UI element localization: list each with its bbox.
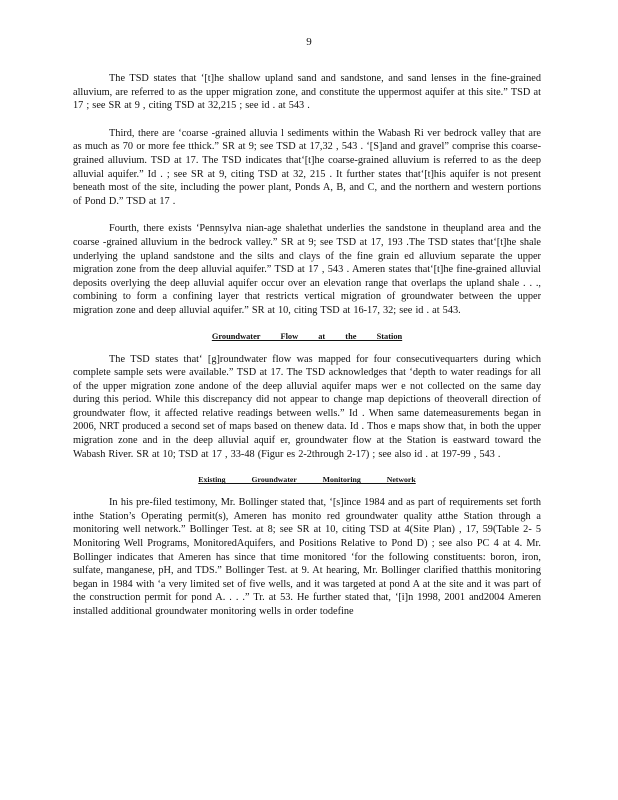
section-heading-groundwater-flow: Groundwater Flow at the Station [211,331,403,341]
paragraph-deep-alluvial-aquifer: Third, there are ‘coarse -grained alluvia l sediments within the Wabash Ri ver bedrock valley that are as much as 70 or more fee tthick.” SR at 9; see TSD at 17,32 , 543 . ‘[S]and and gravel” comprise this coarse-grained alluvium. TSD at 17. The TSD indicates that‘[t]he coarse-grained alluvium is referred to as the deep alluvial aquifer.” Id . ; see SR at 9, citing TSD at 32, 215 . It further states that‘[t]his aquifer is not present beneath most of the site, including the power plant, Ponds A, B, and C, and the northern and western portions of Pond D.” TSD at 17 . [73,127,541,207]
document-body [73,72,541,633]
page-number: 9 [306,36,312,48]
section-heading-monitoring-network: Existing Groundwater Monitoring Network [198,475,416,485]
paragraph-shale-confining-layer: Fourth, there exists ‘Pennsylva nian-age shalethat underlies the sandstone in theupland area and the coarse -grained alluvium in the bedrock valley.” SR at 9; see TSD at 17, 193 .The TSD states that‘[t]he shale underlying the upland sandstone and the silts and clays of the fine grain ed alluvium separate the upper migration zone from the deep alluvial aquifer.” TSD at 17 , 543 . Ameren states that‘[t]he fine-grained alluvial deposits overlying the deep alluvial aquifer occur over an elevation range that overlaps the upland shale . . ., combining to form a confining layer that restricts vertical migration of groundwater between the upper migration zone and deep alluvial aquifer.” SR at 10, citing TSD at 16-17, 32; see id . at 543. [73,223,541,316]
paragraph-groundwater-flow: The TSD states that‘ [g]roundwater flow was mapped for four consecutivequarters during which complete sample sets were available.” TSD at 17. The TSD acknowledges that ‘depth to water readings for all of the upper migration zone andone of the deep alluvial aquifer maps wer e not collected on the same day during this period. While this discrepancy did not appear to change map depictions of theoverall direction of groundwater flow, it affected relative readings between wells.” Id . When same datemeasurements began in 2006, NRT produced a second set of maps based on thenew data. Id . Thos e maps show that, in both the upper migration zone and in the deep alluvial aquif er, groundwater flow at the Station is eastward toward the Wabash River. SR at 10; TSD at 17 , 33-48 (Figur es 2-2through 2-17) ; see also id . at 197-99 , 543 . [73,353,541,460]
paragraph-monitoring-network: In his pre-filed testimony, Mr. Bollinger stated that, ‘[s]ince 1984 and as part of requirements set forth inthe Station’s Operating permit(s), Ameren has monito red groundwater quality atthe Station through a monitoring well network.” Bollinger Test. at 8; see SR at 10, citing TSD at 4(Site Plan) , 17, 59(Table 2- 5 Monitoring Well Programs, MonitoredAquifers, and Positions Relative to Pond D) ; see also PC 4 at 4. Mr. Bollinger indicates that Ameren has since that time monitored ‘for the following constituents: boron, iron, sulfate, manganese, pH, and TDS.” Bollinger Test. at 9. At hearing, Mr. Bollinger clarified thatthis monitoring began in 1984 with ‘a very limited set of five wells, and it was targeted at pond A at the site and it was part of the construction permit for pond A. . . .” Tr. at 53. He further stated that, ‘[i]n 1998, 2001 and2004 Ameren installed additional groundwater monitoring wells in order todefine [73,497,541,617]
paragraph-upper-migration-zone: The TSD states that ‘[t]he shallow upland sand and sandstone, and sand lenses in the fine-grained alluvium, are referred to as the upper migration zone, and constitute the uppermost aquifer at this site.” TSD at 17 ; see SR at 9 , citing TSD at 32,215 ; see id . at 543 . [73,73,541,112]
